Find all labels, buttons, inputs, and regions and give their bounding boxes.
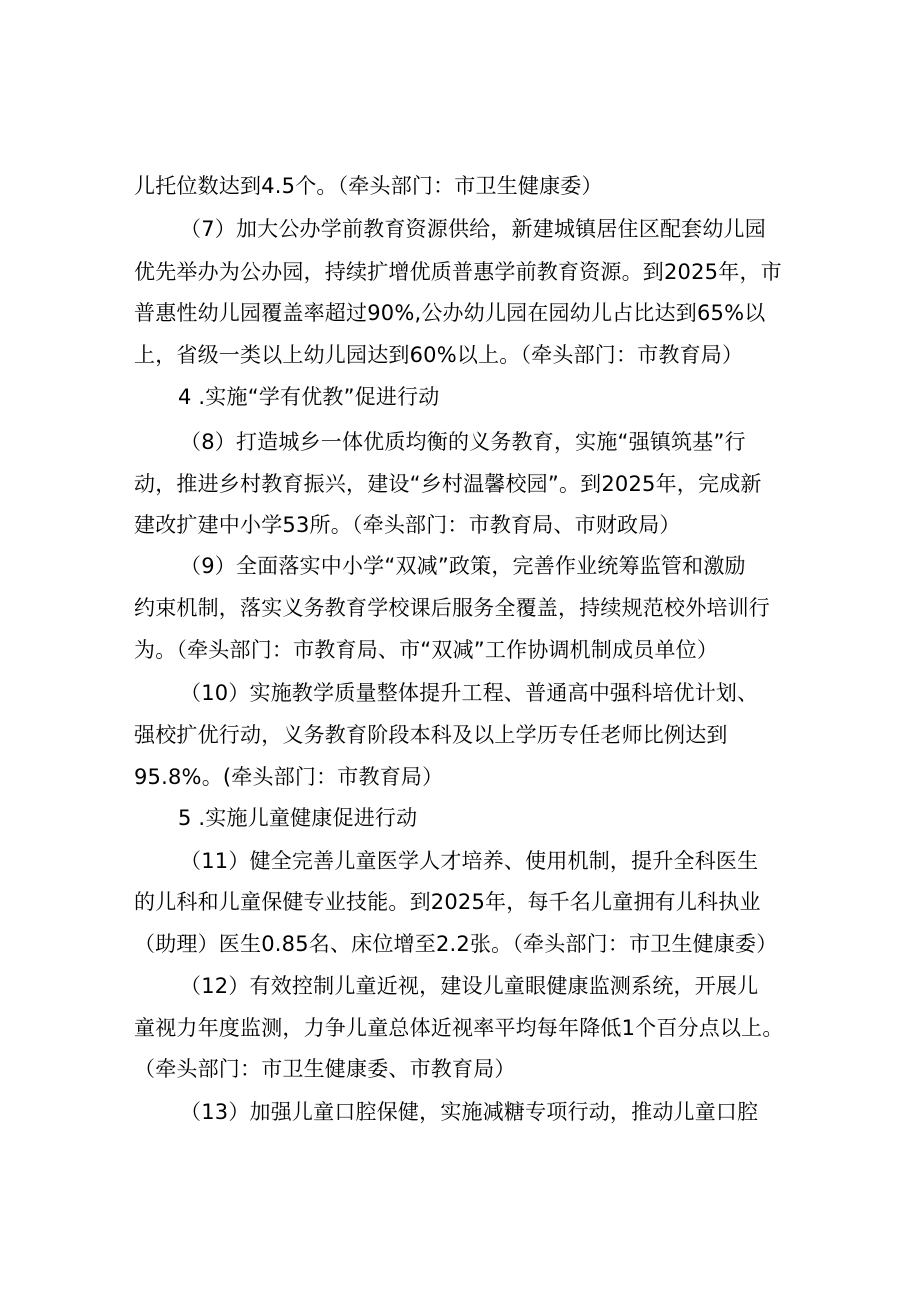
text-line: （9）全面落实中小学“双减”政策，完善作业统筹监管和激励: [180, 554, 746, 578]
text-line: 95.8%。(牵头部门：市教育局）: [134, 765, 444, 789]
text-line: 动，推进乡村教育振兴，建设“乡村温馨校园”。到2025年，完成新: [134, 472, 762, 496]
text-line: 普惠性幼儿园覆盖率超过90%,公办幼儿园在园幼儿占比达到65%以: [134, 301, 766, 325]
text-line: （7）加大公办学前教育资源供给，新建城镇居住区配套幼儿园: [180, 217, 766, 241]
text-line: 童视力年度监测，力争儿童总体近视率平均每年降低1个百分点以上。: [134, 1016, 784, 1040]
text-line: 为。（牵头部门：市教育局、市“双减”工作协调机制成员单位）: [134, 638, 719, 662]
text-line: （8）打造城乡一体优质均衡的义务教育，实施“强镇筑基”行: [180, 430, 746, 454]
text-line: （助理）医生0.85名、床位增至2.2张。（牵头部门：市卫生健康委）: [134, 932, 778, 956]
text-line: 约束机制，落实义务教育学校课后服务全覆盖，持续规范校外培训行: [134, 596, 770, 620]
text-line: 建改扩建中小学53所。（牵头部门：市教育局、市财政局）: [134, 513, 681, 537]
text-line: （牵头部门：市卫生健康委、市教育局）: [134, 1057, 516, 1081]
text-line: 的儿科和儿童保健专业技能。到2025年，每千名儿童拥有儿科执业: [134, 890, 761, 914]
text-line: 强校扩优行动，义务教育阶段本科及以上学历专任老师比例达到: [134, 723, 728, 747]
section-heading: 4 .实施“学有优教”促进行动: [178, 385, 440, 409]
section-heading: 5 .实施儿童健康促进行动: [178, 806, 418, 830]
text-line: （13）加强儿童口腔保健，实施减糖专项行动，推动儿童口腔: [180, 1100, 759, 1124]
text-line: 上，省级一类以上幼儿园达到60%以上。（牵头部门：市教育局）: [134, 343, 744, 367]
text-line: 优先举办为公办园，持续扩增优质普惠学前教育资源。到2025年，市: [134, 260, 782, 284]
text-line: （12）有效控制儿童近视，建设儿童眼健康监测系统，开展儿: [180, 974, 759, 998]
text-line: （11）健全完善儿童医学人才培养、使用机制，提升全科医生: [180, 849, 759, 873]
text-line: 儿托位数达到4.5个。（牵头部门：市卫生健康委）: [134, 174, 603, 198]
text-line: （10）实施教学质量整体提升工程、普通高中强科培优计划、: [180, 681, 759, 705]
